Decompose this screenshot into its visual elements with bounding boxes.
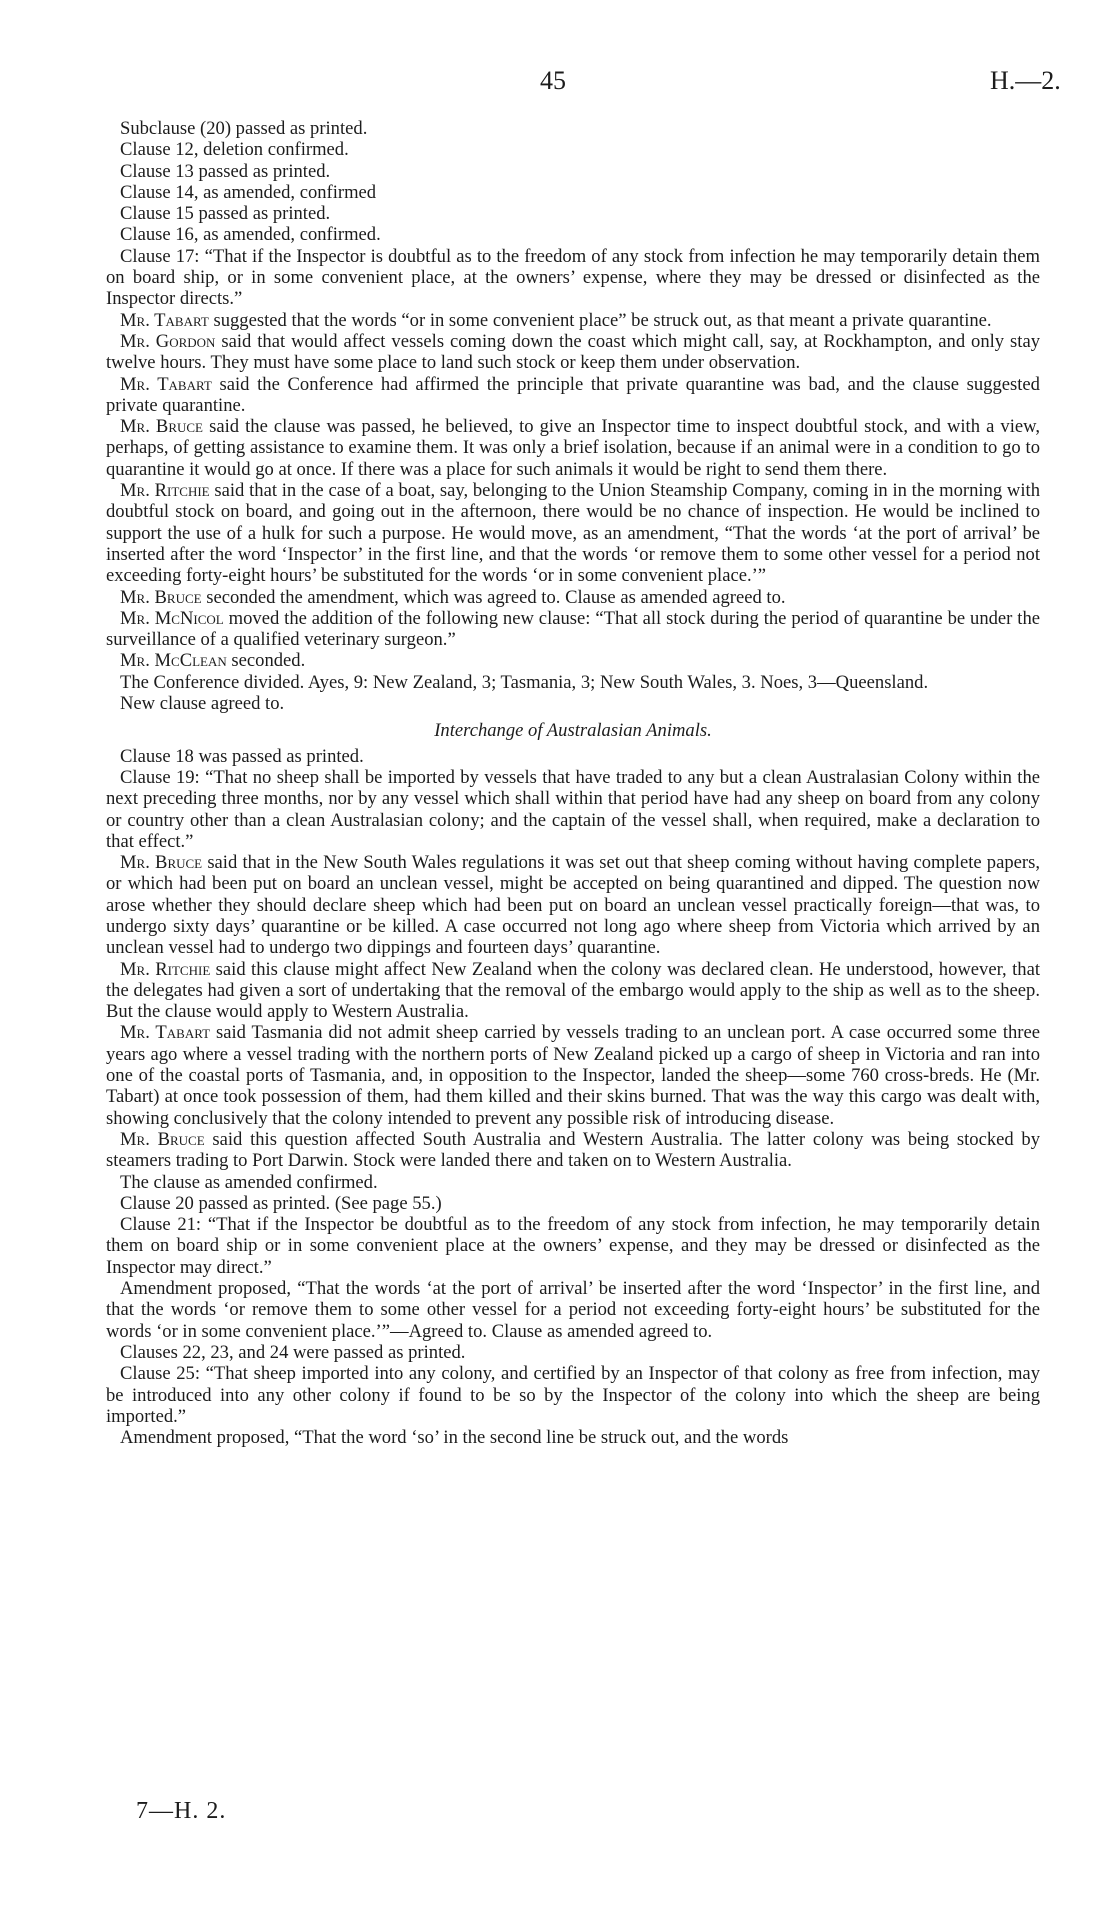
page-number: 45 — [540, 66, 566, 95]
paragraph-text: Subclause (20) passed as printed. — [120, 118, 368, 139]
paragraph — [106, 331, 1040, 374]
section-heading — [106, 720, 1040, 741]
paragraph — [106, 1427, 1040, 1448]
paragraph — [106, 1278, 1040, 1342]
paragraph-text: Clauses 22, 23, and 24 were passed as printed. — [120, 1341, 466, 1363]
document-body — [106, 118, 1040, 1448]
paragraph — [106, 118, 1040, 139]
paragraph-text: said this clause might affect New Zealand when the colony was declared clean. He understood, however, that the delegates had given a sort of undertaking that the removal of the embargo would apply to the ship as well as to the sheep. But the clause would apply to Western Australia. — [106, 958, 1040, 1023]
paragraph-text: Clause 14, as amended, confirmed — [120, 181, 377, 203]
speaker-name: Mr. Gordon — [120, 330, 216, 352]
paragraph-text: Clause 18 was passed as printed. — [120, 745, 364, 767]
page-header — [0, 66, 1114, 106]
speaker-name: Mr. Bruce — [120, 586, 202, 608]
speaker-name: Mr. McClean — [120, 650, 227, 672]
section-heading-text: Interchange of Australasian Animals. — [434, 720, 712, 742]
paragraph-text: said that would affect vessels coming down the coast which might call, say, at Rockhampton, and only stay twelve hours. They must have some place to land such stock or keep them under observation. — [106, 330, 1040, 374]
paragraph — [106, 672, 1040, 693]
paragraph — [106, 959, 1040, 1023]
paragraph-text: Clause 21: “That if the Inspector be doubtful as to the freedom of any stock from infection, he may temporarily detain them on board ship or in some convenient place at the owners’ expense, and they may be dressed or disinfected as the Inspector may direct.” — [106, 1214, 1040, 1278]
paragraph — [106, 1342, 1040, 1363]
paragraph-text: Clause 25: “That sheep imported into any colony, and certified by an Inspector of that colony as free from infection, may be introduced into any other colony if found to be so by the Inspector of the colony into which the sheep are being imported.” — [106, 1363, 1040, 1427]
paragraph-text: Clause 15 passed as printed. — [120, 203, 331, 225]
paragraph-text: The clause as amended confirmed. — [120, 1171, 378, 1193]
paragraph-text: said this question affected South Australia and Western Australia. The latter colony was being stocked by steamers trading to Port Darwin. Stock were landed there and taken on to Western Australia. — [106, 1128, 1041, 1172]
paragraph-text: New clause agreed to. — [120, 693, 285, 715]
paragraph-text: said that in the New South Wales regulations it was set out that sheep coming without having complete papers, or which had been put on board an unclean vessel, might be accepted on being quarantined and dipped. The question now arose whether they should declare sheep which had been put on board an unclean vessel practically foreign—that was, to undergo sixty days’ quarantine or be killed. A case occurred not long ago where sheep from Victoria which arrived by an unclean vessel had to undergo two dippings and fourteen days’ quarantine. — [106, 852, 1040, 959]
paragraph-text: seconded the amendment, which was agreed to. Clause as amended agreed to. — [201, 586, 786, 608]
speaker-name: Mr. Ritchie — [120, 480, 210, 502]
paragraph-text: said Tasmania did not admit sheep carried by vessels trading to an unclean port. A case occurred some three years ago where a vessel trading with the northern ports of New Zealand picked up a cargo of sheep in Victoria and ran into one of the coastal ports of Tasmania, and, in opposition to the Inspector, landed the sheep—some 760 cross-breds. He (Mr. Tabart) at once took possession of them, had them killed and their skins burned. That was the way this cargo was dealt with, showing conclusively that the colony intended to prevent any possible risk of introducing disease. — [106, 1022, 1040, 1129]
paragraph — [106, 182, 1040, 203]
paragraph — [106, 1172, 1040, 1193]
paragraph — [106, 608, 1040, 651]
speaker-name: Mr. Tabart — [120, 309, 209, 331]
paragraph-text: Clause 20 passed as printed. (See page 55.) — [120, 1192, 442, 1214]
paragraph — [106, 1214, 1040, 1278]
paragraph — [106, 650, 1040, 671]
speaker-name: Mr. McNicol — [120, 607, 224, 629]
signature-mark: 7—H. 2. — [136, 1798, 227, 1824]
paragraph-text: said the clause was passed, he believed, to give an Inspector time to inspect doubtful stock, and with a view, perhaps, of getting assistance to examine them. It was only a brief isolation, because if an animal were in a condition to go to quarantine it would go at once. If there was a place for such animals it would be right to send them there. — [106, 416, 1041, 480]
paragraph-text: seconded. — [226, 650, 306, 672]
paragraph — [106, 416, 1040, 480]
paragraph — [106, 767, 1040, 852]
paragraph — [106, 587, 1040, 608]
paragraph-text: Clause 17: “That if the Inspector is doubtful as to the freedom of any stock from infection he may temporarily detain them on board ship, or in some convenient place, at the owners’ expense, where they may be dressed or disinfected as the Inspector directs.” — [106, 245, 1040, 310]
paragraph — [106, 746, 1040, 767]
paragraph-text: Amendment proposed, “That the word ‘so’ in the second line be struck out, and the words — [120, 1427, 789, 1449]
speaker-name: Mr. Bruce — [120, 1128, 205, 1150]
paragraph — [106, 310, 1040, 331]
paragraph — [106, 203, 1040, 224]
speaker-name: Mr. Bruce — [120, 852, 203, 874]
paragraph-text: suggested that the words “or in some convenient place” be struck out, as that meant a private quarantine. — [208, 309, 992, 331]
paragraph — [106, 1129, 1040, 1172]
paragraph-text: Amendment proposed, “That the words ‘at the port of arrival’ be inserted after the word ‘Inspector’ in the first line, and that the words ‘or remove them to some other vessel for a period not exceeding forty-eight hours’ be substituted for the words ‘or in some convenient place.’”—Agreed to. Clause as amended agreed to. — [106, 1278, 1040, 1342]
paragraph — [106, 1022, 1040, 1128]
paragraph-text: said that in the case of a boat, say, belonging to the Union Steamship Company, coming in in the morning with doubtful stock on board, and going out in the afternoon, there would be no chance of inspection. He would be inclined to support the use of a hulk for such a purpose. He would move, as an amendment, “That the words ‘at the port of arrival’ be inserted after the word ‘Inspector’ in the first line, and that the words ‘or remove them to some other vessel for a period not exceeding forty-eight hours’ be substituted for the words ‘or in some convenient place.’” — [106, 480, 1040, 587]
paragraph — [106, 1363, 1040, 1427]
speaker-name: Mr. Tabart — [120, 373, 212, 395]
paragraph-text: said the Conference had affirmed the principle that private quarantine was bad, and the clause suggested private quarantine. — [106, 373, 1040, 416]
paragraph — [106, 480, 1040, 586]
paragraph-text: Clause 13 passed as printed. — [120, 160, 331, 182]
paragraph — [106, 161, 1040, 182]
speaker-name: Mr. Bruce — [120, 416, 204, 438]
paragraph — [106, 374, 1040, 417]
document-reference: H.—2. — [990, 66, 1061, 95]
speaker-name: Mr. Tabart — [120, 1022, 211, 1044]
paragraph-text: Clause 19: “That no sheep shall be imported by vessels that have traded to any but a clean Australasian Colony within the next preceding three months, nor by any vessel which shall within that period have had any sheep on board from any colony or country other than a clean Australasian colony; and the captain of the vessel shall, when required, make a declaration to that effect.” — [106, 766, 1040, 852]
paragraph-text: The Conference divided. Ayes, 9: New Zealand, 3; Tasmania, 3; New South Wales, 3. Noes, 3—Queensland. — [120, 671, 929, 693]
speaker-name: Mr. Ritchie — [120, 958, 211, 980]
paragraph-text: moved the addition of the following new clause: “That all stock during the period of quarantine be under the surveillance of a qualified veterinary surgeon.” — [106, 607, 1040, 651]
paragraph-text: Clause 16, as amended, confirmed. — [120, 224, 381, 246]
paragraph — [106, 852, 1040, 958]
paragraph — [106, 139, 1040, 160]
paragraph — [106, 1193, 1040, 1214]
paragraph — [106, 224, 1040, 245]
paragraph — [106, 246, 1040, 310]
paragraph — [106, 693, 1040, 714]
paragraph-text: Clause 12, deletion confirmed. — [120, 139, 349, 161]
